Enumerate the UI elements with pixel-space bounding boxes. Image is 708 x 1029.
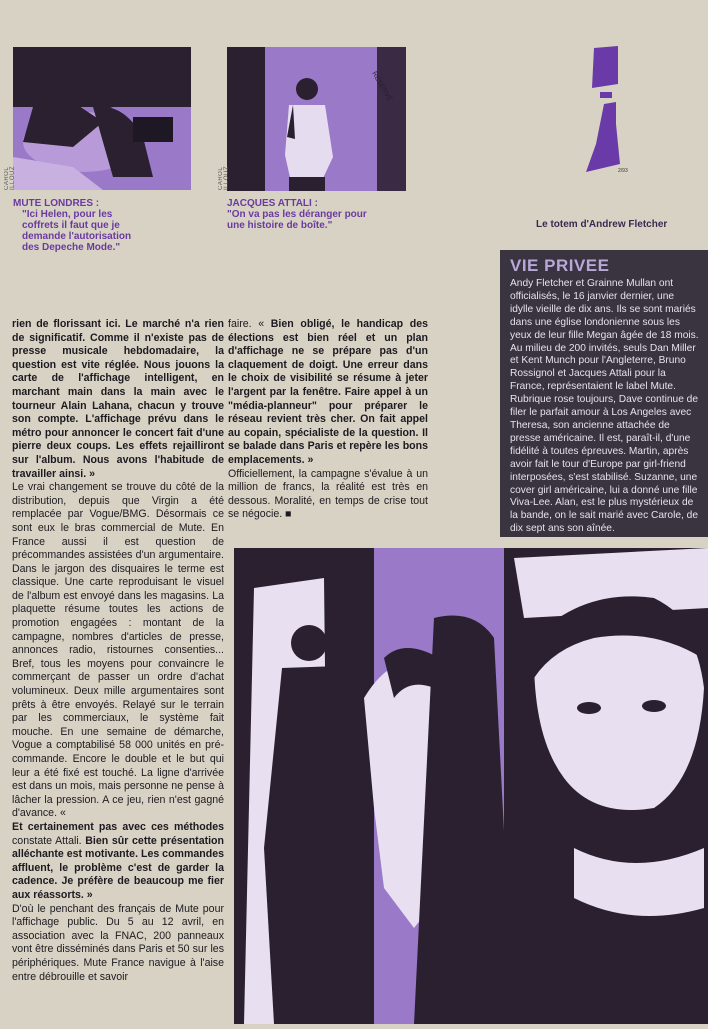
photo-3-scan-mark: 2/93: [618, 168, 628, 174]
end-mark: ■: [285, 508, 292, 521]
caption-mute-londres: [13, 198, 193, 253]
photo-mute-londres-image: [13, 47, 191, 190]
photo-jacques-attali-image: [227, 47, 406, 191]
caption-totem: Le totem d'Andrew Fletcher: [536, 219, 668, 230]
column-left: [12, 318, 224, 984]
photo-credit-2: CAROL ILLOUZ: [218, 165, 230, 190]
column-right-lead: faire. «: [228, 318, 265, 330]
photo-totem: [578, 44, 638, 178]
photo-jacques-attali: [227, 47, 406, 191]
photo-mute-londres: [13, 47, 191, 190]
caption-mute-londres-text: "Ici Helen, pour les coffrets il faut que je demande l'autorisation des Depeche Mode.": [22, 209, 132, 253]
sidebar-text: Andy Fletcher et Grainne Mullan ont officialisés, le 16 janvier dernier, une idylle vieille de dix ans. Ils se sont mariés dans une église londonienne sous les yeux de leur fille Megan âgée de 18 mois. Au milieu de 200 invités, seuls Dan Miller et Kent Munch pour l'Angleterre, Bruno Rossignol et Jacques Attali pour la France, représentaient le label Mute. Rubrique rose toujours, Dave continue de filer le parfait amour à Los Angeles avec Theresa, son ancienne attachée de presse américaine. Il est, paraît-il, d'une fidélité à toutes épreuves. Martin, après avoir fait le tour d'Europe par girl-friend interposées, s'est stabilisé. Suzanne, une cover girl américaine, lui a donné une fille Viva-Lee. Alan, est le plus mystérieux de la bande, on le sait marié avec Carole, de dix sept ans son aînée.: [510, 278, 699, 535]
caption-jacques-attali-title: JACQUES ATTALI :: [227, 198, 318, 209]
caption-jacques-attali-text: "On va pas les déranger pour une histoire de boîte.": [227, 209, 367, 231]
photo-band-image: [234, 548, 708, 1024]
caption-jacques-attali: [227, 198, 387, 231]
photo-band: [234, 548, 708, 1024]
sidebar-vie-privee: [500, 250, 708, 537]
photo-credit: CAROL ILLOUZ: [4, 165, 16, 190]
column-left-bold-3: Bien sûr cette présentation alléchante est motivante. Les commandes affluent, le problème c'est de garder la cadence. Je préfère de beaucoup me fier aux réassorts. »: [12, 834, 224, 901]
column-left-para-3: D'où le penchant des français de Mute pour l'affichage public. Du 5 au 12 avril, en association avec la FNAC, 200 panneaux vont être disséminés dans Paris et 50 sur les périphériques. Mute France navigue à l'aise entre débrouille et savoir: [12, 902, 224, 983]
column-left-intro: rien de florissant ici. Le marché n'a rien de significatif. Comme il n'existe pas de presse musicale hebdomadaire, la question est vite réglée. Nous jouons la carte de l'affichage intelligent, en marchant main dans la main avec le tourneur Alain Lahana, chacun y trouve son compte. L'affichage prévu dans le métro pour annoncer le concert fait d'une pierre deux coups. Les effets rejailliront sur l'album. Nous avons l'habitude de travailler ainsi. »: [12, 318, 224, 480]
column-right-bold-1: Bien obligé, le handicap des élections est bien réel et un plan d'affichage ne se prépare pas d'un claquement de doigt. Une erreur dans le choix de visibilité se résume à jeter l'argent par la fenêtre. Faire appel à un "média-planneur" pour préparer le réseau revient très cher. On fait appel au copain, spécialiste de la question. Il se balade dans Paris et repère les bons emplacements. »: [228, 318, 428, 466]
column-left-bold-2: Et certainement pas avec ces méthodes: [12, 820, 224, 833]
photo-2-wall-text: RESERVÉ: [370, 70, 393, 103]
caption-mute-londres-title: MUTE LONDRES :: [13, 198, 100, 209]
column-left-para-2-mid: constate Attali.: [12, 834, 82, 847]
column-right-para-1: Officiellement, la campagne s'évalue à un million de francs, la réalité est très en dessous. Moralité, en temps de crise tout se négocie.: [228, 467, 428, 521]
sidebar-title: VIE PRIVEE: [510, 256, 610, 275]
totem-image: [578, 44, 638, 178]
column-left-para-1: Le vrai changement se trouve du côté de la distribution, depuis que Virgin a été remplacée par Vogue/BMG. Désormais ce sont eux le bras commercial de Mute. En France aussi il est question de précommandes assistées d'un argumentaire. Dans le jargon des disquaires le terme est classique. Une carte reproduisant le visuel de l'album est envoyé dans les magasins. La plaquette résume toutes les actions de promotion engagées : montant de la campagne, nombres d'articles de presse, annonces radio, ristournes consenties... Bref, tous les moyens pour convaincre le commerçant de passer un ordre d'achat volumineux. Deux mille argumentaires sont prêts à être envoyés. Relayé sur le terrain par les commerciaux, le système fait mouche. En une semaine de démarche, Vogue a comptabilisé 58 000 unités en pré-commande. Encore le double et le but qui leur a été fixé est touché. La ligne d'arrivée est dans un mois, mais personne ne pense à lâcher la pression. A ce jeu, rien n'est gagné d'avance. «: [12, 481, 224, 820]
column-right: [228, 318, 428, 522]
